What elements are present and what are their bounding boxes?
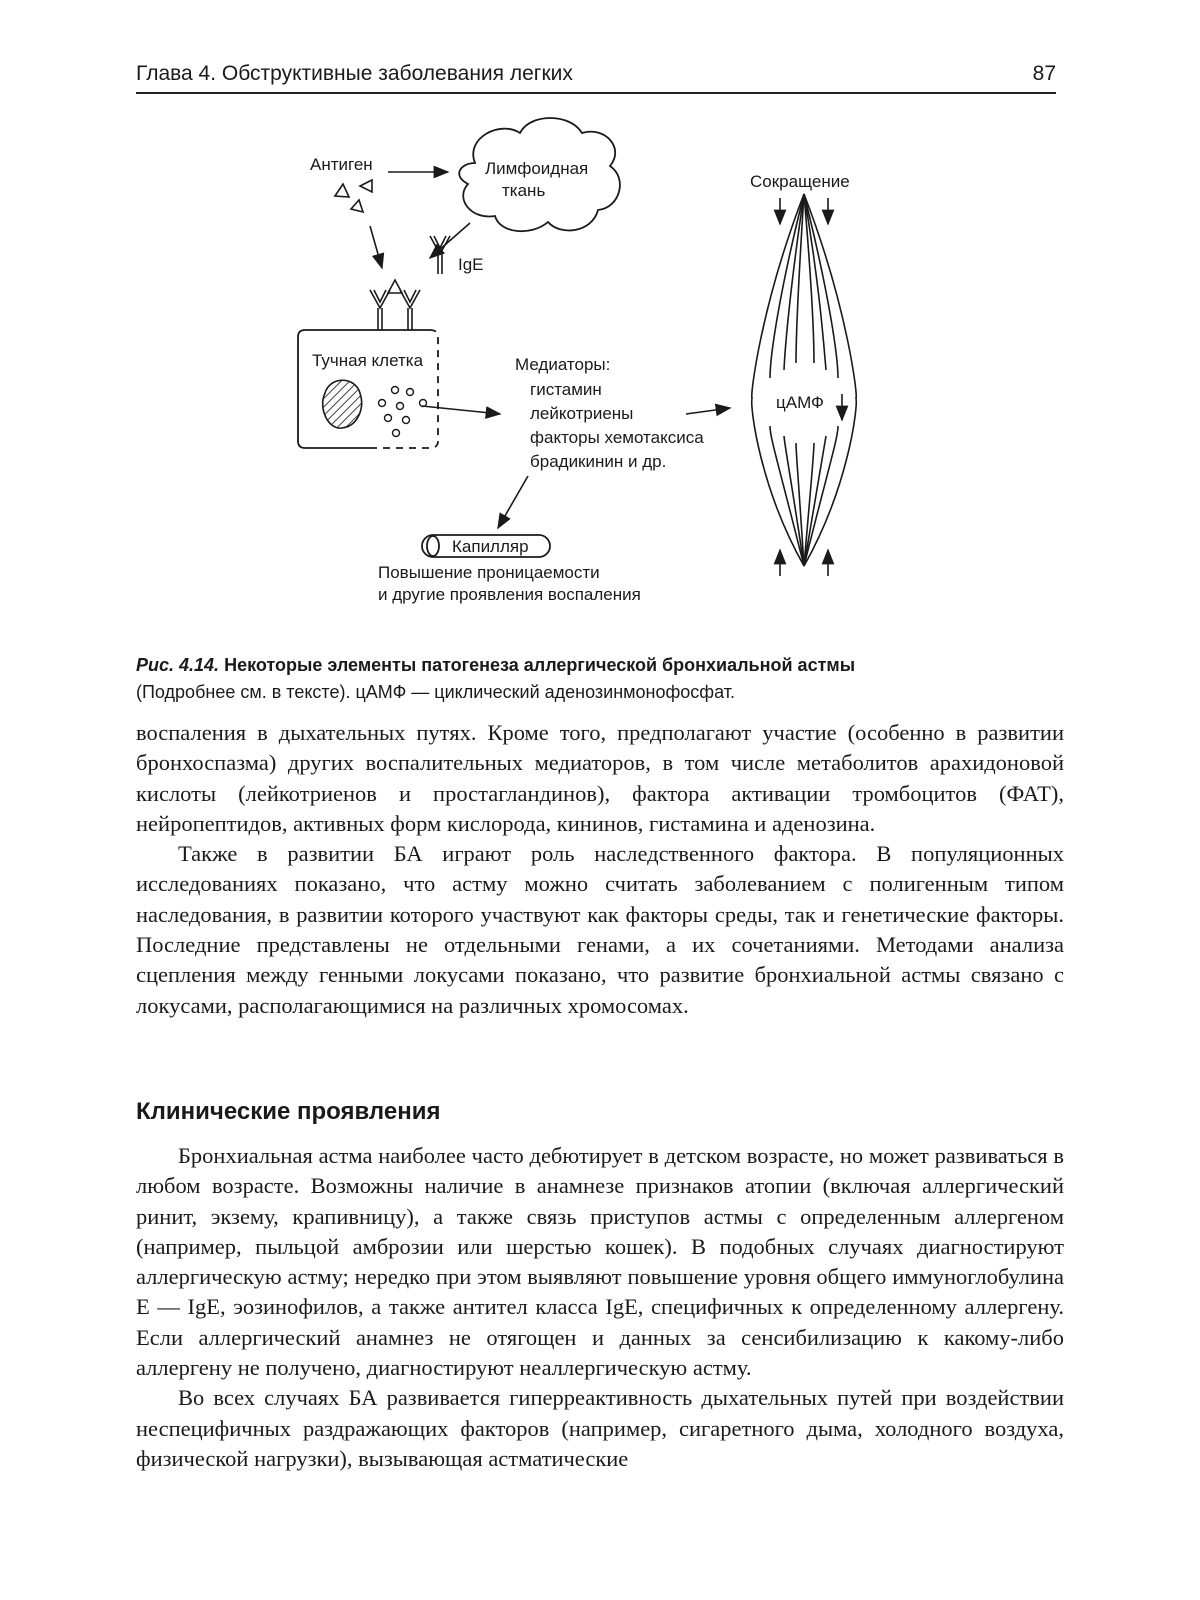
arrow-mediators-to-muscle	[686, 408, 730, 414]
mast-cell-label: Тучная клетка	[312, 351, 424, 370]
section-heading: Клинические проявления	[136, 1098, 441, 1125]
mediator-histamine: гистамин	[530, 380, 602, 399]
contraction-label: Сокращение	[750, 172, 850, 191]
permeability-label-line1: Повышение проницаемости	[378, 563, 600, 582]
paragraph: Во всех случаях БА развивается гиперреактивность дыхательных путей при воздействии неспецифичных раздражающих факторов (например, сигаретного дыма, холодного воздуха, физической нагрузки), вызывающая астматические	[136, 1385, 1064, 1471]
paragraph: воспаления в дыхательных путях. Кроме того, предполагают участие (особенно в развитии бронхоспазма) других воспалительных медиаторов, в том числе метаболитов арахидоновой кислоты (лейкотриенов и простагландинов), фактора активации тромбоцитов (ФАТ), нейропептидов, активных форм кислорода, кининов, гистамина и аденозина.	[136, 720, 1064, 836]
paragraph: Также в развитии БА играют роль наследственного фактора. В популяционных исследованиях показано, что астму можно считать заболеванием с полигенным типом наследования, в развитии которого участвуют как факторы среды, так и генетические факторы. Последние представлены не отдельными генами, а их сочетаниями. Методами анализа сцепления между генными локусами показано, что развитие бронхиальной астмы связано с локусами, располагающимися на различных хромосомах.	[136, 841, 1064, 1018]
capillary-label: Капилляр	[452, 537, 529, 556]
permeability-label-line2: и другие проявления воспаления	[378, 585, 641, 604]
mast-cell-nucleus	[323, 380, 362, 428]
figure-title: Некоторые элементы патогенеза аллергической бронхиальной астмы	[224, 655, 856, 675]
ige-label: IgE	[458, 255, 484, 274]
arrow-antigen-to-receptors	[370, 226, 382, 268]
antigen-label: Антиген	[310, 155, 373, 174]
arrow-mediators-to-capillary	[498, 476, 528, 528]
figure-caption-text: (Подробнее см. в тексте). цАМФ — циклический аденозинмонофосфат.	[136, 682, 735, 702]
running-header	[136, 62, 1056, 94]
lymphoid-label-line2: ткань	[502, 181, 546, 200]
body-text-bottom	[136, 1141, 1064, 1474]
pathogenesis-figure	[130, 108, 1070, 628]
mediator-chemotaxis-factors: факторы хемотаксиса	[530, 428, 704, 447]
antigen-triangles	[335, 180, 372, 212]
mediator-leukotrienes: лейкотриены	[530, 404, 634, 423]
mediator-bradykinin: брадикинин и др.	[530, 452, 667, 471]
camp-label: цАМФ	[776, 393, 824, 412]
chapter-title: Глава 4. Обструктивные заболевания легких	[136, 62, 573, 85]
smooth-muscle-cell	[752, 194, 856, 566]
mast-cell-box-dashed	[370, 330, 438, 448]
paragraph: Бронхиальная астма наиболее часто дебютирует в детском возрасте, но может развиваться в любом возрасте. Возможны наличие в анамнезе признаков атопии (включая аллергический ринит, экзему, крапивницу), а также связь приступов астмы с определенным аллергеном (например, пыльцой амброзии или шерстью кошек). В подобных случаях диагностируют аллергическую астму; нередко при этом выявляют повышение уровня общего иммуноглобулина E — IgE, эозинофилов, а также антител класса IgE, специфичных к определенному аллергену. Если аллергический анамнез не отягощен и данных за сенсибилизацию к какому-либо аллергену не получено, диагностируют неаллергическую астму.	[136, 1143, 1064, 1381]
figure-caption	[136, 652, 1066, 706]
pathogenesis-diagram	[130, 108, 1070, 628]
bound-ige-receptors-icon	[370, 280, 420, 330]
mast-cell-granules	[379, 387, 427, 437]
arrow-mast-cell-to-mediators	[422, 406, 500, 414]
mediators-title: Медиаторы:	[515, 355, 611, 374]
lymphoid-label-line1: Лимфоидная	[485, 159, 589, 178]
body-text-top	[136, 718, 1064, 1021]
figure-number: Рис. 4.14.	[136, 655, 220, 675]
page-number: 87	[1032, 62, 1056, 85]
